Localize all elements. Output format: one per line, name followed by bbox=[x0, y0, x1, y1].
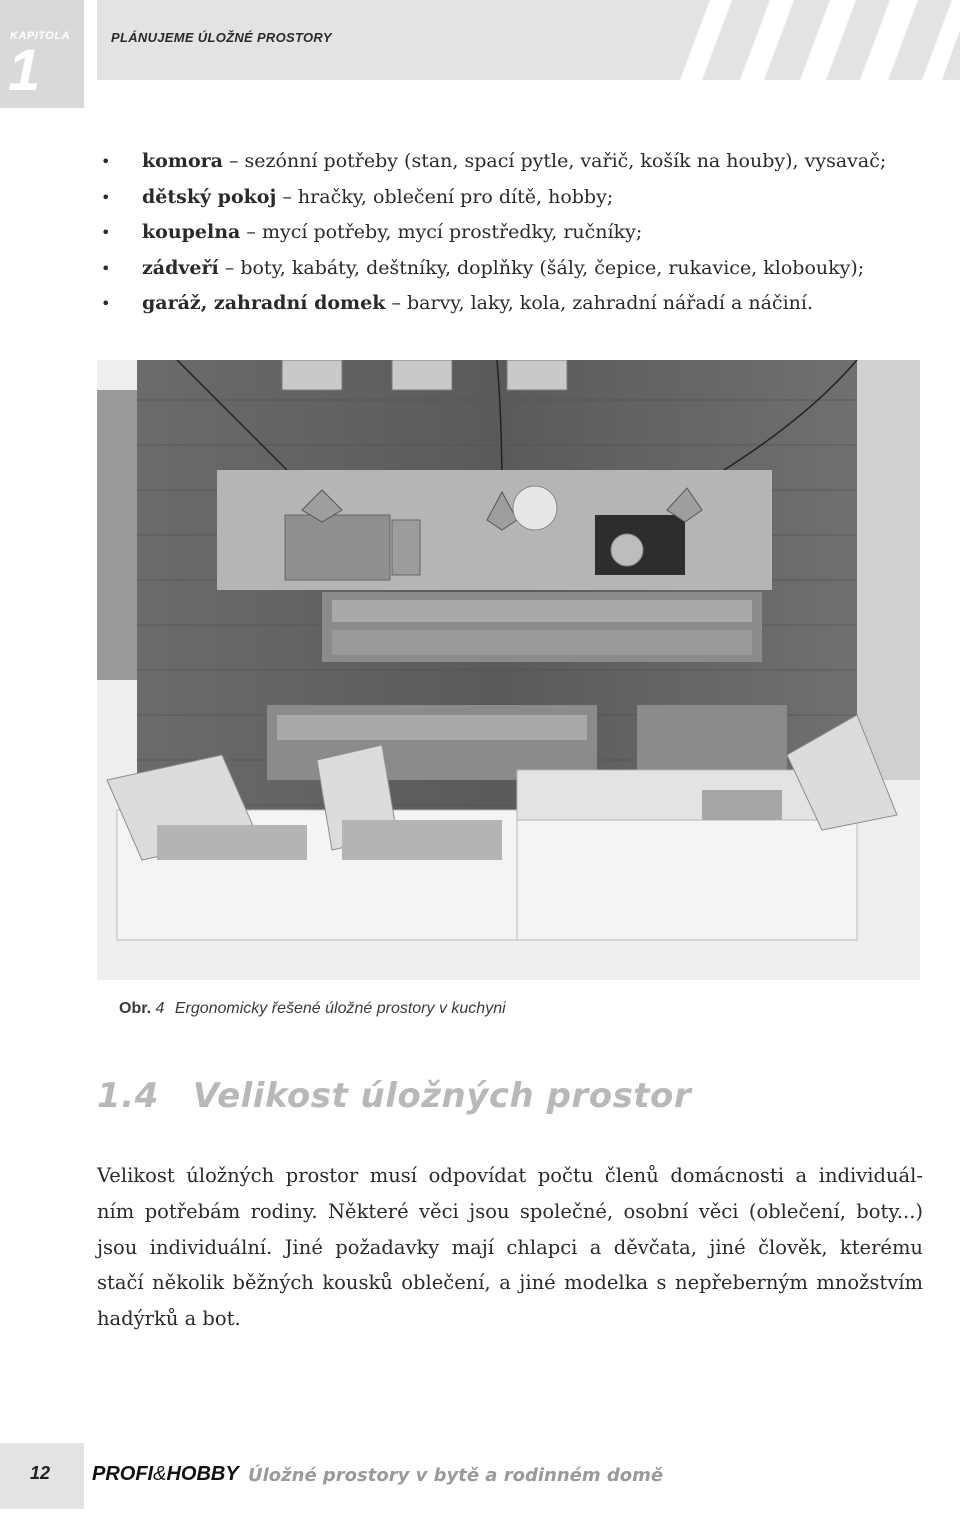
header-stripe-decoration bbox=[660, 0, 960, 80]
list-item-text: – boty, kabáty, deštníky, doplňky (šály, čepice, rukavice, klobouky); bbox=[218, 256, 865, 279]
paragraph-line: hadýrků a bot. bbox=[97, 1307, 241, 1331]
figure-prefix: Obr. bbox=[119, 1000, 152, 1017]
bullet-dot-icon: • bbox=[101, 223, 111, 242]
page-number: 12 bbox=[30, 1463, 51, 1483]
chapter-number: 1 bbox=[8, 38, 41, 103]
section-heading bbox=[97, 1076, 691, 1116]
section-number: 1.4 bbox=[97, 1076, 159, 1116]
publisher-logo bbox=[92, 1463, 239, 1486]
paragraph-line: ním potřebám rodiny. Některé věci jsou společné, osobní věci (oblečení, boty...) bbox=[97, 1199, 923, 1223]
chapter-label: KAPITOLA bbox=[10, 30, 71, 42]
list-item-text: – mycí potřeby, mycí prostředky, ručníky; bbox=[240, 221, 643, 243]
brand-profi: PROFI bbox=[92, 1463, 154, 1485]
section-title: Velikost úložných prostor bbox=[192, 1076, 692, 1116]
figure-number: 4 bbox=[155, 1000, 165, 1017]
brand-hobby: HOBBY bbox=[166, 1463, 239, 1485]
body-paragraph bbox=[97, 1158, 923, 1337]
storage-bullet-list bbox=[97, 144, 927, 322]
list-item bbox=[97, 215, 927, 251]
figure-caption-text: Ergonomicky řešené úložné prostory v kuchyni bbox=[174, 1000, 506, 1017]
list-item-term: dětský pokoj bbox=[142, 185, 277, 208]
bullet-dot-icon: • bbox=[101, 258, 111, 278]
list-item bbox=[97, 286, 927, 322]
kitchen-illustration bbox=[97, 360, 920, 980]
list-item-term: koupelna bbox=[142, 221, 241, 243]
list-item bbox=[97, 144, 927, 180]
list-item bbox=[97, 180, 927, 216]
bullet-dot-icon: • bbox=[101, 187, 111, 207]
list-item-text: – hračky, oblečení pro dítě, hobby; bbox=[276, 185, 614, 208]
list-item-term: garáž, zahradní domek bbox=[142, 292, 386, 314]
list-item-text: – barvy, laky, kola, zahradní nářadí a náčiní. bbox=[385, 292, 813, 314]
running-header bbox=[97, 0, 960, 80]
running-header-title: PLÁNUJEME ÚLOŽNÉ PROSTORY bbox=[111, 30, 332, 45]
chapter-box bbox=[0, 0, 84, 108]
paragraph-line: Velikost úložných prostor musí odpovídat počtu členů domácnosti a individuál- bbox=[97, 1164, 923, 1187]
list-item-term: komora bbox=[142, 150, 223, 172]
book-title: Úložné prostory v bytě a rodinném domě bbox=[248, 1465, 664, 1486]
brand-ampersand: & bbox=[153, 1463, 167, 1485]
paragraph-line: stačí několik běžných kousků oblečení, a jiné modelka s nepřeberným množstvím bbox=[97, 1271, 923, 1295]
kitchen-photo bbox=[97, 360, 920, 980]
bullet-dot-icon: • bbox=[101, 294, 111, 313]
figure-caption bbox=[119, 1000, 506, 1018]
list-item-text: – sezónní potřeby (stan, spací pytle, vařič, košík na houby), vysavač; bbox=[222, 150, 887, 172]
list-item bbox=[97, 251, 927, 287]
list-item-term: zádveří bbox=[142, 256, 219, 279]
paragraph-line: jsou individuální. Jiné požadavky mají chlapci a děvčata, jiné člověk, kterému bbox=[97, 1235, 923, 1259]
bullet-dot-icon: • bbox=[101, 152, 111, 171]
